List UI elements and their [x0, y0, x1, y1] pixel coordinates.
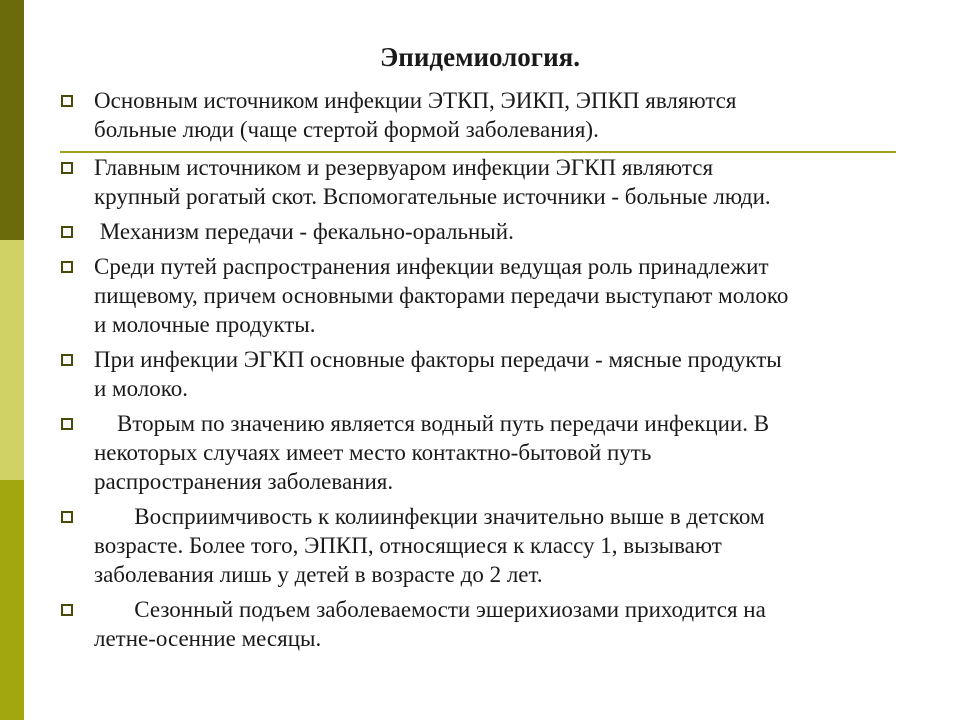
bullet-text: Основным источником инфекции ЭТКП, ЭИКП, ЭПКП являются больные люди (чаще стертой формой заболевания).	[94, 88, 737, 142]
bullet-text: Вторым по значению является водный путь передачи инфекции. В некоторых случаях имеет место контактно-бытовой путь распространения заболевания.	[94, 411, 770, 494]
bullet-item	[60, 217, 900, 246]
side-bar-middle	[0, 240, 24, 480]
hollow-square-bullet-icon	[61, 418, 73, 430]
bullet-item	[60, 409, 900, 496]
side-bar-bottom	[0, 480, 24, 720]
bullet-item	[60, 345, 900, 403]
bullet-item	[60, 595, 900, 653]
bullet-text: Сезонный подъем заболеваемости эшерихиозами приходится на летне-осенние месяцы.	[94, 597, 766, 651]
bullet-item	[60, 252, 900, 339]
bullet-list	[60, 86, 900, 659]
hollow-square-bullet-icon	[61, 604, 73, 616]
bullet-item	[60, 153, 900, 211]
bullet-item	[60, 502, 900, 589]
hollow-square-bullet-icon	[61, 162, 73, 174]
bullet-text: Механизм передачи - фекально-оральный.	[94, 219, 514, 244]
side-bar-top	[0, 0, 24, 240]
hollow-square-bullet-icon	[61, 511, 73, 523]
bullet-text: При инфекции ЭГКП основные факторы передачи - мясные продукты и молоко.	[94, 347, 782, 401]
hollow-square-bullet-icon	[61, 261, 73, 273]
bullet-text: Главным источником и резервуаром инфекции ЭГКП являются крупный рогатый скот. Вспомогательные источники - больные люди.	[94, 155, 771, 209]
bullet-item	[60, 86, 900, 144]
bullet-text: Восприимчивость к колиинфекции значительно выше в детском возрасте. Более того, ЭПКП, относящиеся к классу 1, вызывают заболевания лишь у детей в возрасте до 2 лет.	[94, 504, 765, 587]
bullet-text: Среди путей распространения инфекции ведущая роль принадлежит пищевому, причем основными факторами передачи выступают молоко и молочные продукты.	[94, 254, 789, 337]
slide-title: Эпидемиология.	[380, 42, 580, 72]
hollow-square-bullet-icon	[61, 354, 73, 366]
hollow-square-bullet-icon	[61, 95, 73, 107]
hollow-square-bullet-icon	[61, 226, 73, 238]
